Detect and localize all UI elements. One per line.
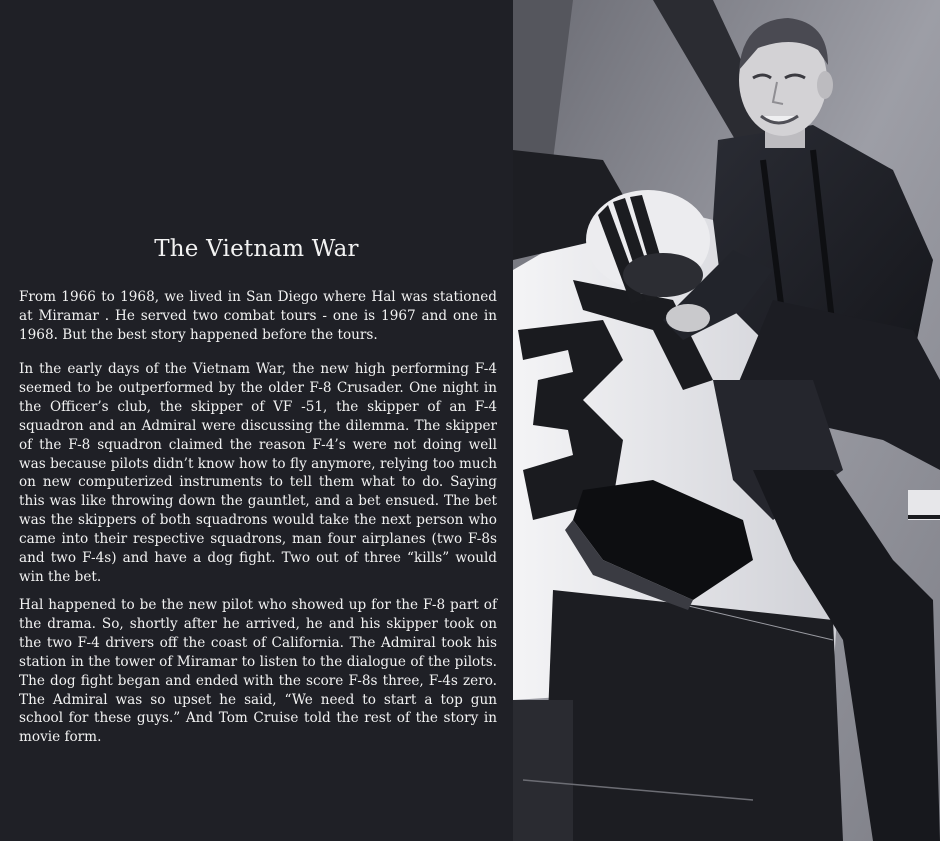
paragraph-dogfight: Hal happened to be the new pilot who showed up for the F-8 part of the drama. So, shortly after he arrived, he and his skipper took on the two F-4 drivers off the coast of California. The Admiral took his station in the tower of Miramar to listen to the dialogue of the pilots. The dog fight began and ended with the score F-8s three, F-4s zero. The Admiral was so upset he said, “We need to start a top gun school for these guys.” And Tom Cruise told the rest of the story in movie form.	[19, 597, 497, 746]
paragraph-bet: In the early days of the Vietnam War, the new high performing F-4 seemed to be outperformed by the older F-8 Crusader. One night in the Officer’s club, the skipper of VF -51, the skipper of an F-4 squadron and an Admiral were discussing the dilemma. The skipper of the F-8 squadron claimed the reason F-4’s were not doing well was because pilots didn’t know how to fly anymore, relying too much on new computerized instruments to tell them what to do. Saying this was like throwing down the gauntlet, and a bet ensued. The bet was the skippers of both squadrons would take the next person who came into their respective squadrons, man four airplanes (two F-8s and two F-4s) and have a dog fight. Two out of three “kills” would win the bet.	[19, 361, 497, 585]
page-title: The Vietnam War	[154, 236, 359, 262]
paragraph-intro: From 1966 to 1968, we lived in San Diego where Hal was stationed at Miramar . He served two combat tours - one is 1967 and one in 1968. But the best story happened before the tours.	[19, 289, 497, 343]
pilot-photo	[513, 0, 940, 841]
